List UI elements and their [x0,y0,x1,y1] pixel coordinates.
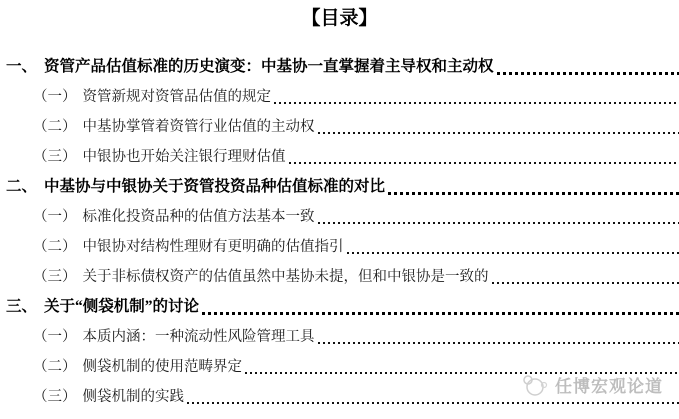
dot-leader [187,402,679,404]
dot-leader [347,252,679,254]
toc-entry-number: （三） [33,383,77,411]
toc-entry-title: 资管新规对资管品估值的规定 [83,83,272,111]
dot-leader [274,102,679,104]
toc-entry-number: （三） [33,263,77,291]
toc-entry-number: （三） [33,143,77,171]
toc-entry-title: 关于非标债权资产的估值虽然中基协未提，但和中银协是一致的 [83,263,489,291]
toc-entry-number: （一） [33,83,77,111]
toc-page-title: 【目录】 [0,6,679,32]
toc-entry-number: （一） [33,203,77,231]
toc-entry[interactable] [0,201,679,231]
dot-leader [289,162,679,164]
dot-leader [318,132,679,134]
toc-entry-title: 中基协与中银协关于资管投资品种估值标准的对比 [44,173,385,201]
toc-entry-title: 中银协也开始关注银行理财估值 [83,143,286,171]
toc-entry[interactable] [0,261,679,291]
toc-entry[interactable] [0,111,679,141]
toc-entry-number: （二） [33,233,77,261]
toc-entry[interactable] [0,81,679,111]
toc-entry-title: 关于“侧袋机制”的讨论 [44,293,199,321]
watermark-text: 任博宏观论道 [555,372,663,397]
toc-entry-title: 侧袋机制的实践 [83,383,185,411]
dot-leader [388,192,679,195]
dot-leader [492,282,679,284]
toc-entry[interactable] [0,291,679,321]
toc-entry-number: 二、 [6,173,37,201]
toc-list [0,51,679,411]
toc-entry-title: 侧袋机制的使用范畴界定 [83,353,243,381]
toc-entry[interactable] [0,231,679,261]
toc-entry-number: 三、 [6,293,37,321]
toc-entry-title: 标准化投资品种的估值方法基本一致 [83,203,315,231]
toc-entry[interactable] [0,381,679,411]
toc-entry[interactable] [0,321,679,351]
toc-entry-number: （二） [33,113,77,141]
toc-entry-title: 本质内涵：一种流动性风险管理工具 [83,323,315,351]
document-page [0,6,679,419]
dot-leader [318,342,679,344]
toc-entry-title: 中基协掌管着资管行业估值的主动权 [83,113,315,141]
toc-entry-number: （一） [33,323,77,351]
dot-leader [245,372,679,374]
toc-entry[interactable] [0,141,679,171]
dot-leader [318,222,679,224]
toc-entry-title: 中银协对结构性理财有更明确的估值指引 [83,233,344,261]
toc-entry[interactable] [0,51,679,81]
toc-entry-number: （二） [33,353,77,381]
toc-entry-number: 一、 [6,53,37,81]
toc-entry[interactable] [0,171,679,201]
toc-entry-title: 资管产品估值标准的历史演变：中基协一直掌握着主导权和主动权 [44,53,494,81]
toc-entry[interactable] [0,351,679,381]
dot-leader [497,72,679,75]
dot-leader [202,312,679,315]
